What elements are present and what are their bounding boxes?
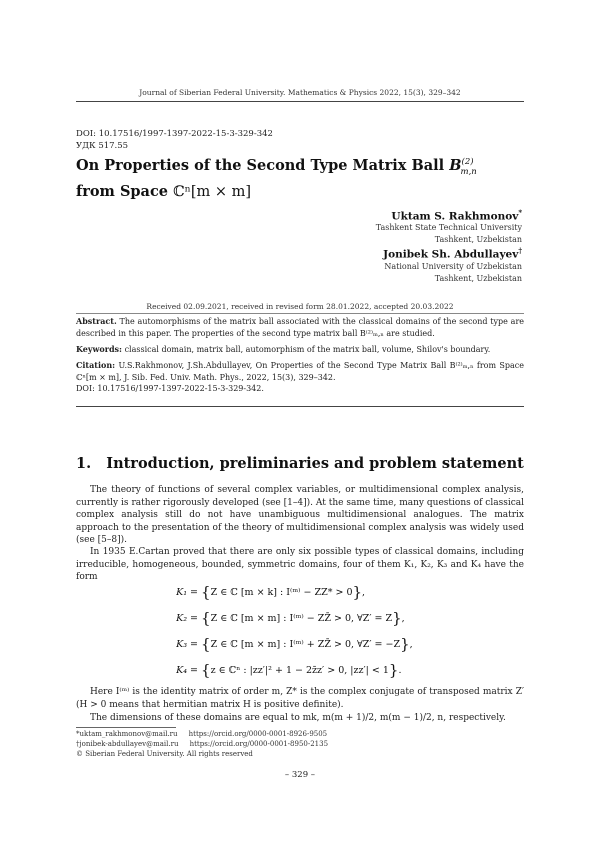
udk-line: УДК 517.55 bbox=[76, 141, 129, 151]
intro-paragraph-1: The theory of functions of several complex variables, or multidimensional complex analysis, currently is rather rigorously developed (see [1–4]). At the same time, many questions of classical complex analysis still do not have unambiguous multidimensional analogues. The matrix approach to the presentation of the theory of multidimensional complex analysis was widely used (see [5–8]). bbox=[76, 485, 524, 545]
equation-k1: K₁ = {Z ∈ ℂ [m × k] : I⁽ᵐ⁾ − ZZ* > 0}, bbox=[176, 583, 366, 601]
keywords: Keywords: classical domain, matrix ball, automorphism of the matrix ball, volume, Shilov's boundary. bbox=[76, 344, 491, 354]
abstract: Abstract. The automorphisms of the matrix ball associated with the classical domains of the second type are described in this paper. The properties of the second type matrix ball B⁽²⁾ₘ,ₙ are studied. bbox=[76, 316, 525, 338]
intro-paragraph-4: The dimensions of these domains are equal to mk, m(m + 1)/2, m(m − 1)/2, n, respectively. bbox=[90, 713, 506, 723]
footnotes bbox=[76, 729, 328, 759]
header-rule bbox=[76, 101, 524, 102]
footnote-rule bbox=[76, 727, 176, 728]
received-dates: Received 02.09.2021, received in revised form 28.01.2022, accepted 20.03.2022 bbox=[146, 302, 454, 311]
intro-paragraph-3: Here I⁽ᵐ⁾ is the identity matrix of order m, Z* is the complex conjugate of transposed matrix Z′ (H > 0 means that hermitian matrix H is positive definite). bbox=[76, 687, 524, 710]
doi-line: DOI: 10.17516/1997-1397-2022-15-3-329-342 bbox=[76, 129, 273, 139]
author-1-affiliation: Tashkent State Technical University Tashkent, Uzbekistan bbox=[375, 223, 522, 244]
equation-k4: K₄ = {z ∈ ℂⁿ : |zz′|² + 1 − 2z̄z′ > 0, |zz′| < 1}. bbox=[176, 661, 402, 679]
title-ball-symbol: $B^{(2)}_{m,n}$ bbox=[449, 156, 477, 177]
journal-header: Journal of Siberian Federal University. Mathematics & Physics 2022, 15(3), 329–342 bbox=[139, 88, 461, 97]
equation-k2: K₂ = {Z ∈ ℂ [m × m] : I⁽ᵐ⁾ − ZZ̄ > 0, ∀Z′ = Z}, bbox=[176, 609, 405, 627]
equation-k3: K₃ = {Z ∈ ℂ [m × m] : I⁽ᵐ⁾ + ZZ̄ > 0, ∀Z′ = −Z}, bbox=[176, 635, 413, 653]
author-2-affiliation: National University of Uzbekistan Tashkent, Uzbekistan bbox=[384, 262, 522, 283]
footnote-1: *uktam_rakhmonov@mail.ru https://orcid.org/0000-0001-8926-9505 bbox=[76, 730, 328, 738]
page-number: – 329 – bbox=[284, 770, 316, 780]
title-space-symbol: ℂⁿ[m × m] bbox=[173, 183, 252, 200]
section-heading: 1. Introduction, preliminaries and problem statement bbox=[76, 455, 524, 472]
copyright-line: © Siberian Federal University. All rights reserved bbox=[76, 750, 253, 758]
title-line-2: from Space bbox=[76, 182, 168, 200]
author-2-name: Jonibek Sh. Abdullayev† bbox=[383, 246, 522, 261]
received-rule bbox=[76, 313, 524, 314]
paper-title bbox=[76, 153, 536, 202]
citation: Citation: U.S.Rakhmonov, J.Sh.Abdullayev, On Properties of the Second Type Matrix Ball B⁽²⁾ₘ,ₙ from Space ℂⁿ[m × m], J. Sib. Fed. Univ. Math. Phys., 2022, 15(3), 329–342. DOI: 10.17516/1997-1397-2022-15-3-329-342. bbox=[76, 360, 524, 393]
intro-paragraph-2: In 1935 E.Cartan proved that there are only six possible types of classical domains, including irreducible, homogeneous, bounded, symmetric domains, four of them K₁, K₂, K₃ and K₄ have the form bbox=[76, 547, 524, 582]
author-1-name: Uktam S. Rakhmonov* bbox=[391, 208, 522, 223]
abstract-rule bbox=[76, 406, 524, 407]
title-line-1: On Properties of the Second Type Matrix Ball bbox=[76, 156, 445, 174]
footnote-2: †jonibek-abdullayev@mail.ru https://orcid.org/0000-0001-8950-2135 bbox=[76, 740, 329, 748]
